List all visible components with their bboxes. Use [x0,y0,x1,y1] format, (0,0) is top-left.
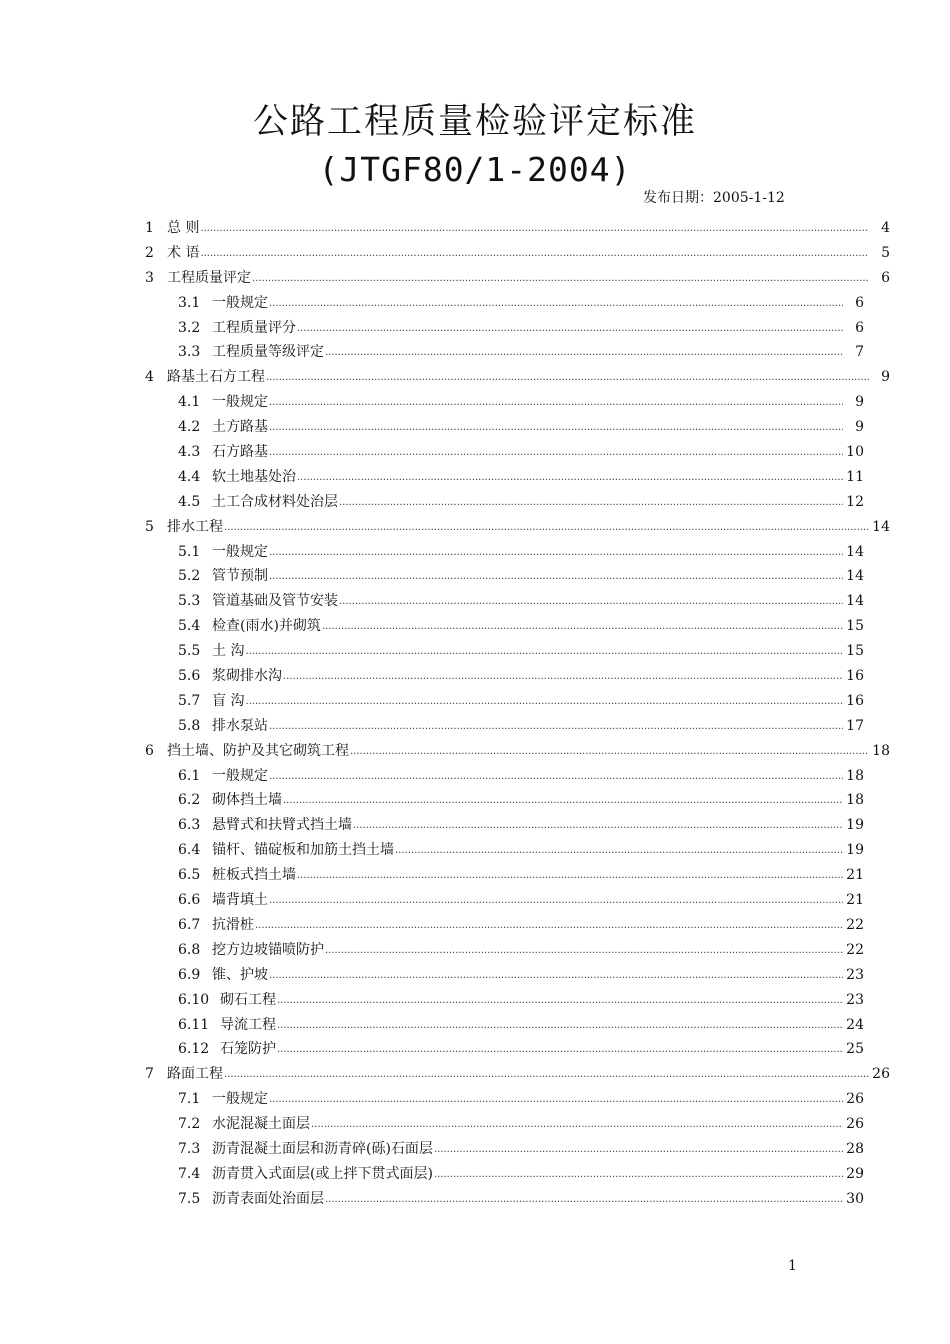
toc-entry-number: 5.2 [178,568,201,585]
standard-code: (JTGF80/1-2004) [318,150,632,189]
toc-entry-page: 14 [846,543,864,560]
publication-date: 发布日期：2005-1-12 [643,190,785,206]
dot-leader [269,414,843,441]
toc-entry-page: 15 [846,643,864,660]
dot-leader [269,1086,843,1113]
toc-entry-page: 14 [846,593,864,610]
dot-leader [325,937,843,964]
dot-leader [277,1036,843,1063]
dot-leader [224,514,869,541]
toc-entry-number: 5.6 [178,668,201,685]
toc-entry-page: 16 [846,692,864,709]
toc-entry-label: 一般规定 [212,394,268,411]
toc-entry-number: 5.8 [178,717,201,734]
toc-entry[interactable] [145,639,890,664]
toc-entry-number: 4.3 [178,444,201,461]
toc-entry[interactable] [145,739,890,764]
toc-entry-page: 24 [846,1016,864,1033]
toc-entry-number: 7.3 [178,1140,201,1157]
toc-entry[interactable] [145,913,890,938]
toc-entry-page: 6 [855,294,864,311]
toc-entry-number: 6 [145,742,154,759]
toc-entry[interactable] [145,1037,890,1062]
toc-entry[interactable] [145,340,890,365]
toc-entry-number: 3.3 [178,344,201,361]
toc-entry-page: 23 [846,991,864,1008]
toc-entry[interactable] [145,540,890,565]
toc-entry-number: 3.2 [178,319,201,336]
toc-entry-page: 15 [846,618,864,635]
toc-entry-label: 一般规定 [212,767,268,784]
toc-entry[interactable] [145,1112,890,1137]
toc-entry-page: 26 [846,1116,864,1133]
toc-entry-label: 浆砌排水沟 [212,668,282,685]
dot-leader [322,613,843,640]
toc-entry-number: 6.4 [178,842,201,859]
dot-leader [224,1061,869,1088]
toc-entry-page: 18 [846,767,864,784]
dot-leader [200,215,869,242]
dot-leader [269,763,843,790]
toc-entry-number: 5.7 [178,692,201,709]
toc-entry-page: 22 [846,916,864,933]
toc-entry-label: 土 沟 [212,643,245,660]
toc-entry-number: 6.5 [178,867,201,884]
toc-entry-number: 7.5 [178,1190,201,1207]
dot-leader [434,1161,843,1188]
toc-entry-label: 管道基础及管节安装 [212,593,338,610]
toc-entry-label: 砌石工程 [220,991,276,1008]
toc-entry-label: 土方路基 [212,419,268,436]
dot-leader [277,987,843,1014]
toc-entry-number: 5.1 [178,543,201,560]
toc-entry-page: 21 [846,867,864,884]
dot-leader [266,364,869,391]
toc-entry[interactable] [145,465,890,490]
toc-entry[interactable] [145,589,890,614]
toc-entry-label: 路基土石方工程 [167,369,265,386]
toc-entry-number: 6.12 [178,1041,210,1058]
toc-entry-label: 工程质量等级评定 [212,344,324,361]
toc-entry[interactable] [145,291,890,316]
toc-entry[interactable] [145,664,890,689]
toc-entry-page: 18 [846,792,864,809]
toc-entry[interactable] [145,1137,890,1162]
toc-entry-label: 挡土墙、防护及其它砌筑工程 [167,742,349,759]
toc-entry-number: 7.1 [178,1091,201,1108]
toc-entry-label: 土工合成材料处治层 [212,493,338,510]
dot-leader [245,638,843,665]
dot-leader [339,588,843,615]
dot-leader [269,539,843,566]
toc-entry[interactable] [145,813,890,838]
toc-entry-label: 沥青表面处治面层 [212,1190,324,1207]
toc-entry-page: 18 [872,742,890,759]
toc-entry-number: 2 [145,244,154,261]
toc-entry-number: 4.5 [178,493,201,510]
dot-leader [252,265,869,292]
toc-entry[interactable] [145,988,890,1013]
toc-entry-number: 6.9 [178,966,201,983]
page-number: 1 [788,1258,797,1274]
dot-leader [269,962,843,989]
dot-leader [255,912,843,939]
dot-leader [325,339,843,366]
toc-entry-page: 4 [881,220,890,236]
toc-entry-label: 路面工程 [167,1066,223,1083]
toc-entry-number: 4.1 [178,394,201,411]
toc-entry-page: 6 [855,319,864,336]
toc-entry[interactable] [145,1162,890,1187]
toc-entry[interactable] [145,764,890,789]
dot-leader [269,290,843,317]
toc-entry-label: 沥青贯入式面层(或上拌下贯式面层) [212,1165,433,1182]
toc-entry-label: 抗滑桩 [212,916,254,933]
dot-leader [339,489,843,516]
toc-entry-label: 术 语 [167,244,200,261]
toc-entry-page: 30 [846,1190,864,1207]
toc-entry-page: 23 [846,966,864,983]
toc-entry-label: 软土地基处治 [212,468,296,485]
toc-entry-page: 6 [881,269,890,286]
toc-entry-page: 19 [846,842,864,859]
toc-entry-label: 一般规定 [212,1091,268,1108]
dot-leader [434,1136,843,1163]
toc-entry-page: 19 [846,817,864,834]
dot-leader [297,315,843,342]
dot-leader [297,464,843,491]
toc-entry[interactable] [145,241,890,266]
toc-entry-label: 排水泵站 [212,717,268,734]
dot-leader [269,713,843,740]
toc-entry-label: 水泥混凝土面层 [212,1116,310,1133]
toc-entry-number: 5.4 [178,618,201,635]
toc-entry-label: 总 则 [167,220,200,236]
toc-entry[interactable] [145,390,890,415]
toc-entry-label: 导流工程 [220,1016,276,1033]
toc-entry[interactable] [145,440,890,465]
toc-entry-page: 12 [846,493,864,510]
toc-entry-label: 墙背填土 [212,892,268,909]
toc-entry-label: 管节预制 [212,568,268,585]
toc-entry-page: 9 [855,419,864,436]
toc-entry-number: 6.3 [178,817,201,834]
toc-entry-number: 3.1 [178,294,201,311]
toc-entry[interactable] [145,788,890,813]
toc-entry-page: 14 [872,518,890,535]
toc-entry-label: 桩板式挡土墙 [212,867,296,884]
toc-entry-number: 1 [145,220,154,236]
toc-entry[interactable] [145,689,890,714]
toc-entry[interactable] [145,564,890,589]
dot-leader [269,563,843,590]
toc-entry-number: 6.2 [178,792,201,809]
toc-entry-page: 7 [855,344,864,361]
dot-leader [353,812,843,839]
dot-leader [325,1186,843,1213]
toc-entry[interactable] [145,316,890,341]
dot-leader [200,240,869,267]
dot-leader [277,1012,843,1039]
toc-entry-number: 6.8 [178,941,201,958]
toc-entry[interactable] [145,714,890,739]
toc-entry-page: 16 [846,668,864,685]
toc-entry[interactable] [145,888,890,913]
toc-entry-page: 10 [846,444,864,461]
toc-entry-number: 7.4 [178,1165,201,1182]
toc-entry-page: 9 [881,369,890,386]
toc-entry-page: 28 [846,1140,864,1157]
table-of-contents [145,216,890,1212]
toc-entry-label: 工程质量评分 [212,319,296,336]
toc-entry[interactable] [145,515,890,540]
toc-entry[interactable] [145,838,890,863]
toc-entry[interactable] [145,1087,890,1112]
toc-entry-page: 14 [846,568,864,585]
dot-leader [283,787,843,814]
toc-entry-label: 悬臂式和扶臂式挡土墙 [212,817,352,834]
dot-leader [245,688,843,715]
dot-leader [350,738,869,765]
dot-leader [269,439,843,466]
dot-leader [269,887,843,914]
toc-entry-number: 5.5 [178,643,201,660]
toc-entry[interactable] [145,863,890,888]
toc-entry-page: 21 [846,892,864,909]
dot-leader [311,1111,843,1138]
toc-entry-label: 盲 沟 [212,692,245,709]
toc-entry-number: 6.7 [178,916,201,933]
toc-entry-number: 7.2 [178,1116,201,1133]
toc-entry-label: 排水工程 [167,518,223,535]
toc-entry-label: 石方路基 [212,444,268,461]
dot-leader [283,663,843,690]
toc-entry-number: 6.11 [178,1016,210,1033]
toc-entry-label: 砌体挡土墙 [212,792,282,809]
dot-leader [395,837,843,864]
toc-entry-number: 7 [145,1066,154,1083]
toc-entry-page: 17 [846,717,864,734]
toc-entry-page: 9 [855,394,864,411]
toc-entry-page: 5 [881,244,890,261]
toc-entry-number: 6.6 [178,892,201,909]
toc-entry[interactable] [145,415,890,440]
toc-entry[interactable] [145,266,890,291]
toc-entry-label: 挖方边坡锚喷防护 [212,941,324,958]
dot-leader [297,862,843,889]
toc-entry-label: 沥青混凝土面层和沥青碎(砾)石面层 [212,1140,433,1157]
toc-entry-label: 锥、护坡 [212,966,268,983]
toc-entry[interactable] [145,365,890,390]
toc-entry-page: 11 [846,468,864,485]
toc-entry[interactable] [145,1187,890,1212]
toc-entry-page: 25 [846,1041,864,1058]
toc-entry-page: 26 [872,1066,890,1083]
toc-entry-number: 6.10 [178,991,210,1008]
toc-entry[interactable] [145,963,890,988]
toc-entry-number: 6.1 [178,767,201,784]
toc-entry[interactable] [145,1013,890,1038]
toc-entry-label: 检查(雨水)并砌筑 [212,618,321,635]
toc-entry-number: 5 [145,518,154,535]
toc-entry-number: 4 [145,369,154,386]
toc-entry-label: 工程质量评定 [167,269,251,286]
toc-entry[interactable] [145,938,890,963]
toc-entry-number: 5.3 [178,593,201,610]
toc-entry-label: 锚杆、锚碇板和加筋土挡土墙 [212,842,394,859]
toc-entry-page: 22 [846,941,864,958]
toc-entry-number: 4.4 [178,468,201,485]
toc-entry[interactable] [145,1062,890,1087]
toc-entry-label: 石笼防护 [220,1041,276,1058]
toc-entry-page: 29 [846,1165,864,1182]
toc-entry-number: 4.2 [178,419,201,436]
toc-entry[interactable] [145,216,890,241]
toc-entry-page: 26 [846,1091,864,1108]
dot-leader [269,389,843,416]
toc-entry-number: 3 [145,269,154,286]
toc-entry-label: 一般规定 [212,294,268,311]
toc-entry[interactable] [145,614,890,639]
toc-entry-label: 一般规定 [212,543,268,560]
document-title: 公路工程质量检验评定标准 [252,102,697,142]
toc-entry[interactable] [145,490,890,515]
